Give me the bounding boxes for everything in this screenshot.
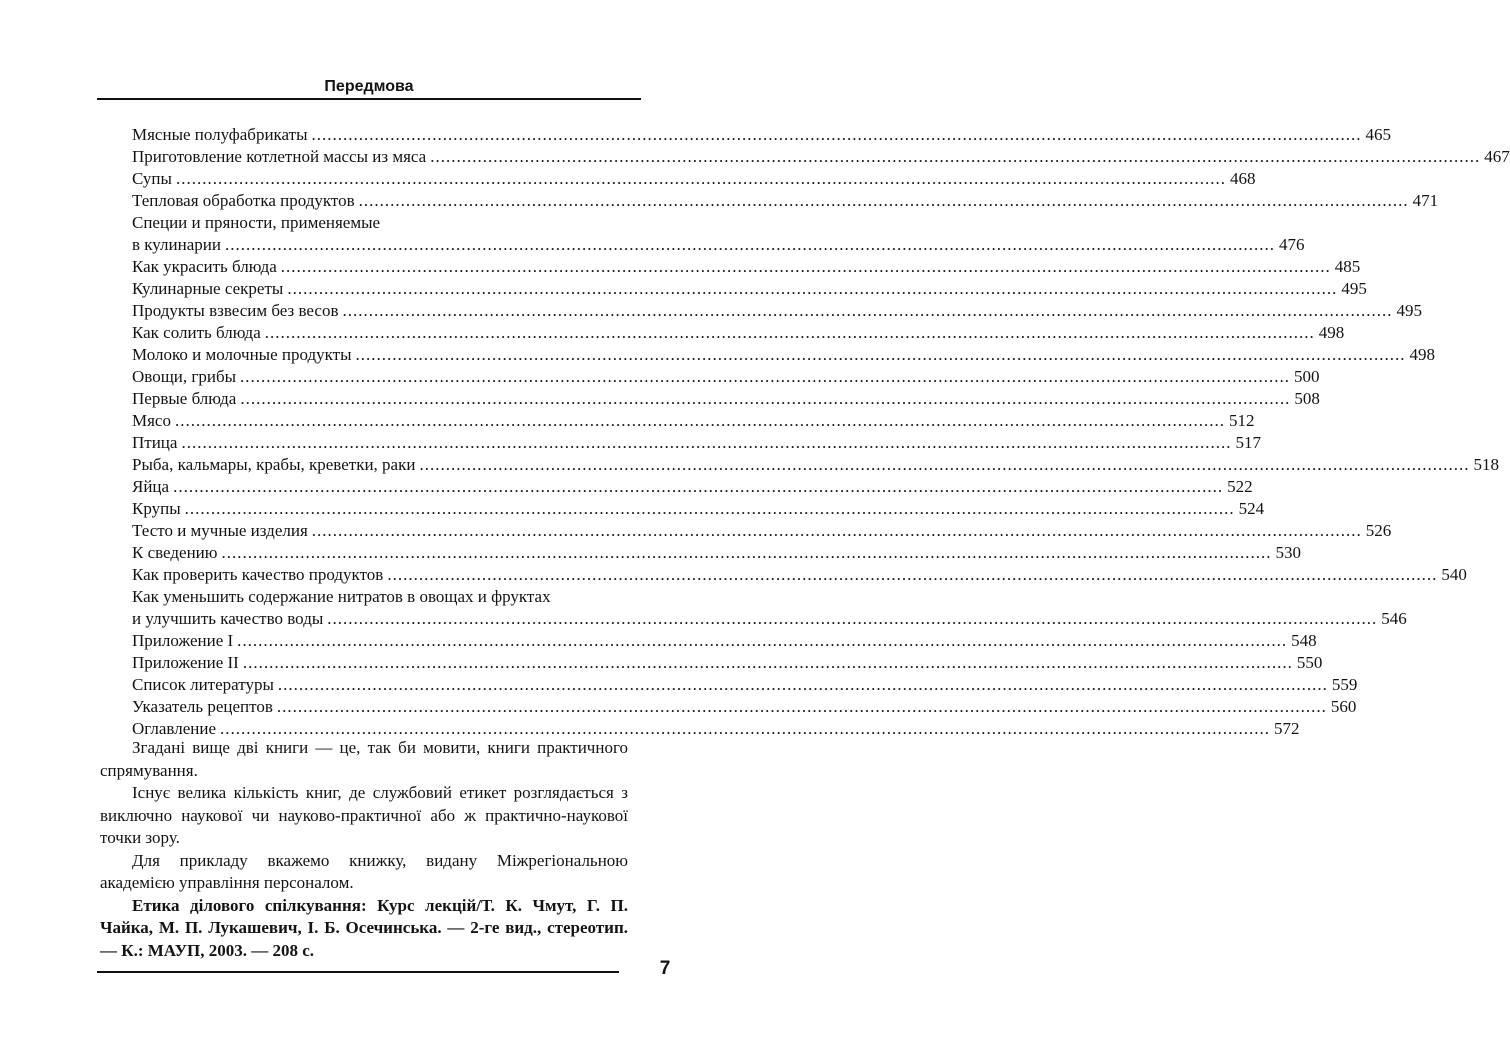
toc-entry-title: Как солить блюда <box>132 323 261 342</box>
toc-entry <box>132 476 1253 498</box>
toc-entry-title: Оглавление <box>132 719 216 738</box>
toc-leader-dots: ........................................................................................................................................................................................................ <box>221 543 1272 562</box>
toc-entry <box>132 256 1361 278</box>
toc-entry-page: 522 <box>1227 477 1253 496</box>
toc-entry-title: Птица <box>132 433 178 452</box>
toc-entry-page: 476 <box>1278 235 1305 254</box>
toc-leader-dots: ........................................................................................................................................................................................................ <box>276 697 1327 716</box>
toc-entry-title: Рыба, кальмары, крабы, креветки, раки <box>132 455 416 474</box>
toc-entry-page: 498 <box>1318 323 1345 342</box>
toc-entry-title: Как проверить качество продуктов <box>132 565 384 584</box>
toc-leader-dots: ........................................................................................................................................................................................................ <box>237 631 1288 650</box>
toc-entry <box>132 652 1323 674</box>
toc-entry-page: 495 <box>1341 279 1367 298</box>
toc-entry-title: Тепловая обработка продуктов <box>132 191 355 210</box>
toc-entry-page: 485 <box>1334 257 1361 276</box>
toc-entry-page: 465 <box>1365 125 1391 144</box>
toc-leader-dots: ........................................................................................................................................................................................................ <box>358 191 1409 210</box>
page-number: 7 <box>659 958 671 979</box>
toc-leader-dots: ........................................................................................................................................................................................................ <box>242 653 1293 672</box>
toc-leader-dots: ........................................................................................................................................................................................................ <box>419 455 1470 474</box>
toc-entry-page: 548 <box>1291 631 1317 650</box>
table-of-contents <box>132 124 1510 740</box>
toc-entry-page: 468 <box>1229 169 1256 188</box>
toc-entry-title: Супы <box>132 169 172 188</box>
toc-entry <box>132 586 1407 630</box>
toc-leader-dots: ........................................................................................................................................................................................................ <box>342 301 1393 320</box>
toc-leader-dots: ........................................................................................................................................................................................................ <box>430 147 1481 166</box>
toc-entry <box>132 344 1436 366</box>
toc-entry-page: 530 <box>1275 543 1301 562</box>
toc-leader-dots: ........................................................................................................................................................................................................ <box>387 565 1438 584</box>
toc-entry-title: Крупы <box>132 499 181 518</box>
toc-entry-page: 495 <box>1396 301 1422 320</box>
toc-entry-page: 512 <box>1228 411 1255 430</box>
toc-entry-page: 559 <box>1331 675 1358 694</box>
toc-entry <box>132 454 1499 476</box>
toc-leader-dots: ........................................................................................................................................................................................................ <box>311 521 1362 540</box>
toc-entry <box>132 498 1265 520</box>
toc-leader-dots: ........................................................................................................................................................................................................ <box>280 257 1331 276</box>
toc-entry-page: 508 <box>1294 389 1320 408</box>
toc-entry-page: 498 <box>1409 345 1436 364</box>
toc-entry <box>132 388 1320 410</box>
toc-entry-page: 467 <box>1484 147 1510 166</box>
toc-leader-dots: ........................................................................................................................................................................................................ <box>327 609 1378 628</box>
toc-entry-page: 500 <box>1294 367 1320 386</box>
toc-entry-title: в кулинарии <box>132 235 221 254</box>
toc-entry <box>132 124 1391 146</box>
toc-entry-page: 572 <box>1274 719 1300 738</box>
toc-entry <box>132 410 1255 432</box>
toc-entry <box>132 366 1320 388</box>
toc-leader-dots: ........................................................................................................................................................................................................ <box>220 719 1270 738</box>
toc-entry <box>132 300 1422 322</box>
toc-entry <box>132 168 1256 190</box>
toc-entry-title: Как украсить блюда <box>132 257 277 276</box>
toc-entry <box>132 564 1467 586</box>
toc-entry <box>132 190 1439 212</box>
paragraph: Для прикладу вкажемо книжку, видану Міжрегіональною академією управління персоналом. <box>100 850 628 892</box>
toc-leader-dots: ........................................................................................................................................................................................................ <box>355 345 1406 364</box>
toc-leader-dots: ........................................................................................................................................................................................................ <box>240 367 1291 386</box>
header-rule <box>97 98 641 100</box>
toc-entry-title: и улучшить качество воды <box>132 609 324 628</box>
toc-leader-dots: ........................................................................................................................................................................................................ <box>184 499 1235 518</box>
toc-entry <box>132 520 1392 542</box>
bibliography-entry: Етика ділового спілкування: Курс лекцій/Т. К. Чмут, Г. П. Чайка, М. П. Лукашевич, І. Б. Осечинська. — 2-ге вид., стереотип. — К.: МАУП, 2003. — 208 с. <box>100 895 628 960</box>
toc-entry-title: Яйца <box>132 477 170 496</box>
toc-entry <box>132 432 1261 454</box>
toc-entry-title: Молоко и молочные продукты <box>132 345 352 364</box>
toc-entry-page: 471 <box>1412 191 1439 210</box>
toc-leader-dots: ........................................................................................................................................................................................................ <box>287 279 1338 298</box>
toc-entry-title: Приложение II <box>132 653 239 672</box>
toc-entry-title: Первые блюда <box>132 389 237 408</box>
toc-entry-title: Мясо <box>132 411 171 430</box>
toc-leader-dots: ........................................................................................................................................................................................................ <box>174 411 1225 430</box>
footer-rule <box>97 971 619 973</box>
paragraph: Згадані вище дві книги — це, так би мовити, книги практичного спрямування. <box>100 738 628 780</box>
toc-leader-dots: ........................................................................................................................................................................................................ <box>240 389 1291 408</box>
toc-leader-dots: ........................................................................................................................................................................................................ <box>264 323 1315 342</box>
toc-entry-page: 524 <box>1238 499 1265 518</box>
toc-entry-title: Приготовление котлетной массы из мяса <box>132 147 427 166</box>
toc-entry-title: Мясные полуфабрикаты <box>132 125 308 144</box>
toc-entry <box>132 542 1301 564</box>
toc-entry-title: Как уменьшить содержание нитратов в овощах и фруктах <box>132 587 551 606</box>
toc-entry-title: К сведению <box>132 543 218 562</box>
toc-entry-page: 517 <box>1235 433 1261 452</box>
toc-entry-page: 546 <box>1381 609 1407 628</box>
toc-entry-page: 526 <box>1365 521 1392 540</box>
toc-leader-dots: ........................................................................................................................................................................................................ <box>175 169 1226 188</box>
toc-entry <box>132 212 1305 256</box>
toc-entry <box>132 696 1357 718</box>
toc-entry-title: Специи и пряности, применяемые <box>132 213 381 232</box>
body-text <box>100 737 628 962</box>
toc-entry-title: Кулинарные секреты <box>132 279 284 298</box>
toc-leader-dots: ........................................................................................................................................................................................................ <box>224 235 1275 254</box>
toc-entry-page: 560 <box>1330 697 1357 716</box>
running-head: Передмова <box>324 78 414 95</box>
toc-entry <box>132 674 1358 696</box>
toc-leader-dots: ........................................................................................................................................................................................................ <box>173 477 1224 496</box>
toc-entry-page: 540 <box>1441 565 1467 584</box>
toc-entry-page: 518 <box>1473 455 1499 474</box>
toc-entry-title: Указатель рецептов <box>132 697 273 716</box>
toc-leader-dots: ........................................................................................................................................................................................................ <box>311 125 1362 144</box>
toc-leader-dots: ........................................................................................................................................................................................................ <box>277 675 1328 694</box>
toc-entry-title: Список литературы <box>132 675 274 694</box>
toc-entry <box>132 322 1345 344</box>
toc-entry <box>132 278 1367 300</box>
toc-entry-title: Тесто и мучные изделия <box>132 521 308 540</box>
toc-entry-title: Приложение I <box>132 631 234 650</box>
toc-entry <box>132 630 1317 652</box>
toc-entry <box>132 146 1510 168</box>
toc-entry-page: 550 <box>1296 653 1323 672</box>
toc-leader-dots: ........................................................................................................................................................................................................ <box>181 433 1232 452</box>
toc-entry-title: Продукты взвесим без весов <box>132 301 339 320</box>
paragraph: Існує велика кількість книг, де службовий етикет розглядається з виключно наукової чи науково-практичної або ж практично-наукової точки зору. <box>100 783 628 847</box>
toc-entry-title: Овощи, грибы <box>132 367 237 386</box>
